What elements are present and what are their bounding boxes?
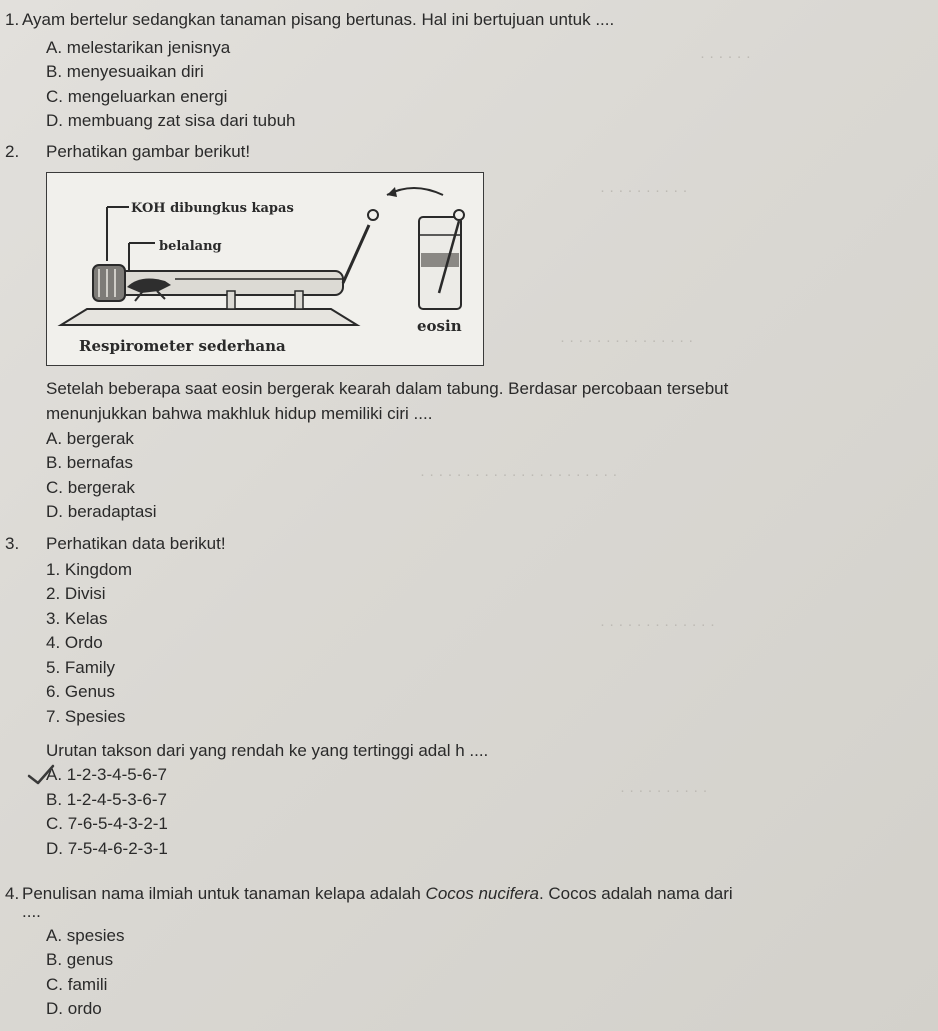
item-text: Family (64, 658, 115, 677)
koh-plug (93, 265, 125, 301)
option-text: 7-6-5-4-3-2-1 (67, 814, 168, 833)
q3-item-3 (46, 608, 107, 630)
item-text: Kingdom (64, 560, 133, 579)
bleed-through-text: · · · · · · · · · · (620, 782, 708, 799)
option-letter: A. (46, 38, 63, 57)
option-text: melestarikan jenisnya (66, 38, 231, 57)
capillary-tube (343, 225, 369, 283)
q4-scientific-name: Cocos nucifera (425, 884, 539, 903)
q4-option-d[interactable] (46, 998, 102, 1020)
option-letter: D. (46, 839, 63, 858)
q4-option-c[interactable] (46, 974, 107, 996)
q2-intro: Perhatikan gambar berikut! (46, 142, 251, 161)
option-letter: B. (46, 62, 63, 81)
option-text: ordo (67, 999, 102, 1018)
option-letter: B. (46, 453, 63, 472)
q4-text-before: Penulisan nama ilmiah untuk tanaman kelapa adalah (22, 884, 426, 903)
item-number: 7. (46, 707, 61, 726)
q3-text: Urutan takson dari yang rendah ke yang tertinggi adal h .... (46, 741, 489, 760)
option-text: bergerak (67, 478, 135, 497)
q2-option-d[interactable] (46, 501, 157, 523)
q1-text: Ayam bertelur sedangkan tanaman pisang bertunas. Hal ini bertujuan untuk .... (22, 10, 615, 29)
label-eosin: eosin (417, 317, 462, 335)
q4-text-line2: .... (22, 902, 41, 921)
q3-item-2 (46, 583, 106, 605)
item-number: 1. (46, 560, 61, 579)
option-letter: C. (46, 975, 63, 994)
q3-item-5 (46, 657, 115, 679)
option-text: 1-2-3-4-5-6-7 (66, 765, 167, 784)
item-text: Spesies (64, 707, 126, 726)
bleed-through-text: · · · · · · (700, 48, 751, 65)
option-text: bergerak (66, 429, 134, 448)
item-text: Ordo (64, 633, 103, 652)
option-letter: C. (46, 814, 63, 833)
item-number: 3. (46, 609, 61, 628)
q4-option-a[interactable] (46, 925, 124, 947)
option-text: beradaptasi (67, 502, 157, 521)
option-letter: B. (46, 950, 63, 969)
option-letter: A. (46, 765, 63, 784)
option-text: membuang zat sisa dari tubuh (67, 111, 296, 130)
q1-option-a[interactable] (46, 37, 230, 59)
q2-option-c[interactable] (46, 477, 135, 499)
q3-option-a[interactable] (46, 764, 167, 786)
item-number: 4. (46, 633, 61, 652)
option-letter: C. (46, 87, 63, 106)
option-text: genus (66, 950, 114, 969)
option-letter: D. (46, 111, 63, 130)
q1-option-c[interactable] (46, 86, 227, 108)
q2-option-b[interactable] (46, 452, 133, 474)
q3-number: 3. (5, 534, 20, 553)
q4-text-after: . Cocos adalah nama dari (538, 884, 733, 903)
item-text: Divisi (64, 584, 106, 603)
option-letter: C. (46, 478, 63, 497)
item-number: 5. (46, 658, 61, 677)
option-letter: A. (46, 926, 63, 945)
option-letter: A. (46, 429, 63, 448)
q3-item-7 (46, 706, 125, 728)
bleed-through-text: · · · · · · · · · · (600, 182, 688, 199)
q2-option-a[interactable] (46, 428, 134, 450)
q3-intro: Perhatikan data berikut! (46, 534, 226, 553)
option-text: spesies (66, 926, 125, 945)
q1-number: 1. (5, 10, 20, 29)
q3-option-d[interactable] (46, 838, 168, 860)
q1-option-b[interactable] (46, 61, 204, 83)
respirometer-tube (93, 271, 343, 295)
option-letter: D. (46, 999, 63, 1018)
q4-number: 4. (5, 884, 20, 903)
option-text: bernafas (66, 453, 133, 472)
q3-option-c[interactable] (46, 813, 168, 835)
label-koh: KOH dibungkus kapas (131, 201, 294, 216)
q3-item-1 (46, 559, 132, 581)
q2-text-line1: Setelah beberapa saat eosin bergerak kearah dalam tabung. Berdasar percobaan tersebut (46, 379, 729, 398)
base-board (61, 309, 357, 325)
option-letter: D. (46, 502, 63, 521)
respirometer-figure (46, 172, 484, 366)
option-text: 1-2-4-5-3-6-7 (66, 790, 167, 809)
pen-check-mark-icon (26, 762, 56, 786)
figure-caption: Respirometer sederhana (79, 337, 286, 355)
q4-text (22, 883, 733, 905)
q3-item-4 (46, 632, 103, 654)
bleed-through-text: · · · · · · · · · · · · · · · (560, 332, 694, 349)
option-letter: B. (46, 790, 63, 809)
item-number: 2. (46, 584, 61, 603)
q1-option-d[interactable] (46, 110, 295, 132)
item-text: Kelas (64, 609, 108, 628)
option-text: famili (67, 975, 108, 994)
q2-text-line2: menunjukkan bahwa makhluk hidup memiliki ciri .... (46, 404, 433, 423)
q4-option-b[interactable] (46, 949, 113, 971)
item-number: 6. (46, 682, 61, 701)
option-text: 7-5-4-6-2-3-1 (67, 839, 168, 858)
q3-item-6 (46, 681, 115, 703)
bleed-through-text: · · · · · · · · · · · · · (600, 616, 715, 633)
label-belalang: belalang (159, 239, 222, 254)
option-text: menyesuaikan diri (66, 62, 204, 81)
q2-number: 2. (5, 142, 20, 161)
eosin-liquid (421, 253, 459, 267)
bleed-through-text: · · · · · · · · · · · · · · · · · · · · · · (420, 466, 618, 483)
item-text: Genus (64, 682, 116, 701)
option-text: mengeluarkan energi (67, 87, 228, 106)
q3-option-b[interactable] (46, 789, 167, 811)
